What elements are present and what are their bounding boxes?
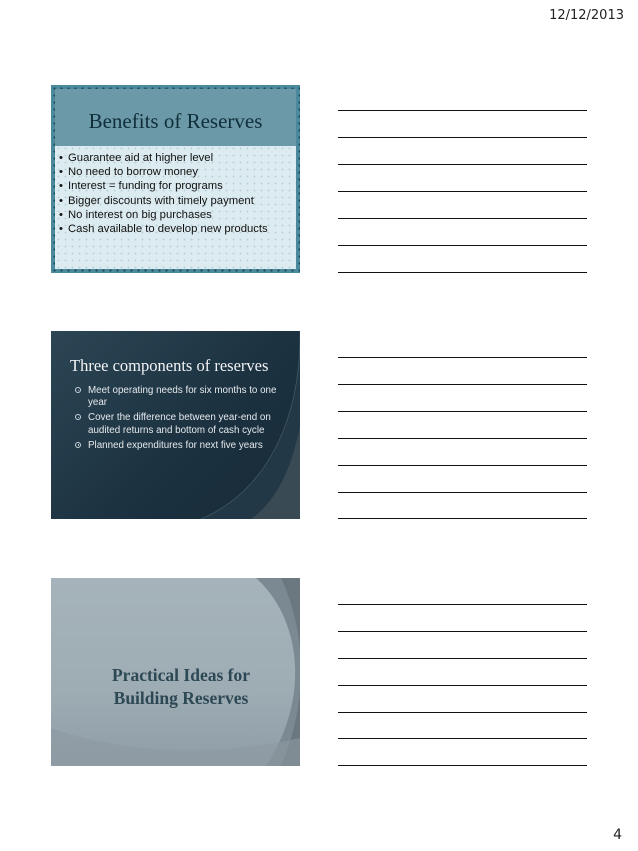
page-number: 4 [613,827,622,843]
slide-content-panel [55,89,296,269]
slide-thumbnail-benefits [51,85,300,273]
bullet-text: Cover the difference between year-end on audited returns and bottom of cash cycle [88,412,271,436]
note-line [338,604,587,605]
note-line [338,164,587,165]
note-line [338,411,587,412]
slide-title-line: Practical Ideas for [111,665,250,685]
list-item [75,440,283,452]
slide-title: Benefits of Reserves [88,109,263,133]
bullet-text: No interest on big purchases [68,208,212,221]
note-line [338,492,587,493]
note-line [338,110,587,111]
note-line [338,137,587,138]
note-line [338,465,587,466]
bullet-text: No need to borrow money [68,166,198,179]
bullet-marker: • [59,152,63,164]
bullet-text: Cash available to develop new products [68,223,268,236]
bullet-text: Planned expenditures for next five years [88,439,263,451]
note-line [338,712,587,713]
bullet-marker: • [59,194,63,207]
bullet-marker: • [59,208,63,221]
note-line [338,191,587,192]
list-item [59,222,292,236]
list-item [59,194,292,208]
note-line [338,357,587,358]
bullet-text: Meet operating needs for six months to one year [88,385,277,409]
bullet-marker: • [59,166,63,179]
bullet-text: Bigger discounts with timely payment [68,194,254,207]
print-date: 12/12/2013 [549,8,624,23]
list-item [59,179,292,193]
note-line [338,245,587,246]
circle-bullet-icon [75,442,81,448]
slide-title: Three components of reserves [70,356,269,375]
note-line [338,438,587,439]
slide-thumbnail-practical-ideas [51,578,300,766]
list-item [59,208,292,222]
note-line [338,272,587,273]
circle-bullet-icon [75,387,81,393]
slide-title [51,664,300,710]
bullet-marker: • [59,180,63,193]
bullet-marker: • [59,223,63,236]
note-line [338,738,587,739]
note-line [338,765,587,766]
bullet-list [75,385,283,455]
note-line [338,384,587,385]
note-line [338,631,587,632]
slide-title-line: Building Reserves [113,688,249,708]
list-item [75,385,283,409]
slide-thumbnail-components [51,331,300,519]
slide-title-bar [55,89,296,146]
list-item [75,412,283,436]
bullet-text: Guarantee aid at higher level [68,152,214,164]
note-line [338,658,587,659]
note-line [338,218,587,219]
bullet-list [59,151,292,236]
bullet-text: Interest = funding for programs [68,180,223,193]
note-line [338,685,587,686]
circle-bullet-icon [75,414,81,420]
list-item [59,151,292,165]
list-item [59,165,292,179]
note-line [338,518,587,519]
